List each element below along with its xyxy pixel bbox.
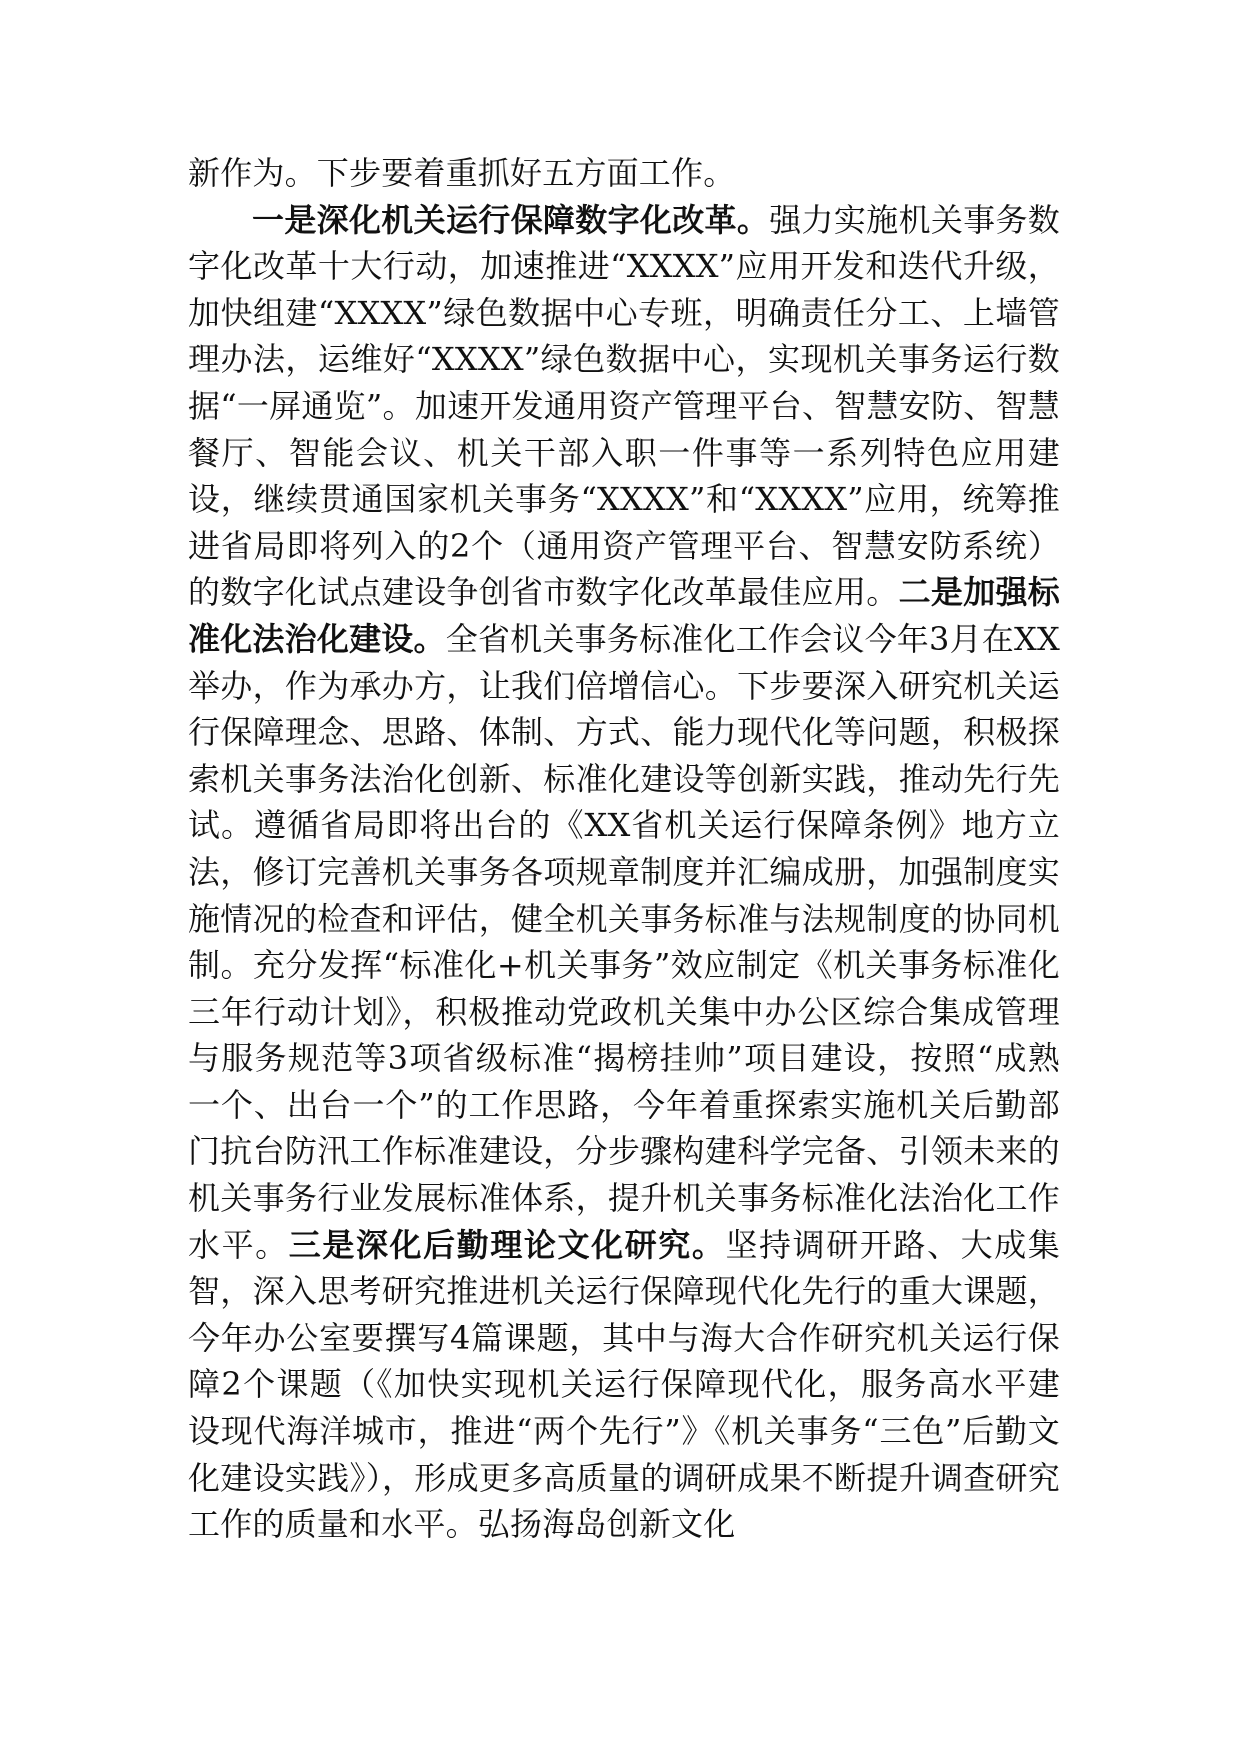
heading-item-2: 二是加强标准化法治化建设。 <box>188 573 1060 658</box>
paragraph-intro: 新作为。下步要着重抓好五方面工作。 <box>188 154 736 192</box>
paragraph-work-items <box>188 197 1060 1548</box>
heading-item-3: 三是深化后勤理论文化研究。 <box>288 1225 726 1264</box>
body-text <box>188 150 1060 1548</box>
text-item-2: 全省机关事务标准化工作会议今年3月在XX举办，作为承办方，让我们倍增信心。下步要深入研究机关运行保障理念、思路、体制、方式、能力现代化等问题，积极探索机关事务法治化创新、标准化建设等创新实践，推动先行先试。遵循省局即将出台的《XX省机关运行保障条例》地方立法，修订完善机关事务各项规章制度并汇编成册，加强制度实施情况的检查和评估，健全机关事务标准与法规制度的协同机制。充分发挥“标准化+机关事务”效应制定《机关事务标准化三年行动计划》，积极推动党政机关集中办公区综合集成管理与服务规范等3项省级标准“揭榜挂帅”项目建设，按照“成熟一个、出台一个”的工作思路，今年着重探索实施机关后勤部门抗台防汛工作标准建设，分步骤构建科学完备、引领未来的机关事务行业发展标准体系，提升机关事务标准化法治化工作水平。 <box>188 619 1060 1264</box>
heading-item-1: 一是深化机关运行保障数字化改革。 <box>252 200 770 239</box>
text-item-1: 强力实施机关事务数字化改革十大行动，加速推进“XXXX”应用开发和迭代升级，加快组建“XXXX”绿色数据中心专班，明确责任分工、上墙管理办法，运维好“XXXX”绿色数据中心，实现机关事务运行数据“一屏通览”。加速开发通用资产管理平台、智慧安防、智慧餐厅、智能会议、机关干部入职一件事等一系列特色应用建设，继续贯通国家机关事务“XXXX”和“XXXX”应用，统筹推进省局即将列入的2个（通用资产管理平台、智慧安防系统）的数字化试点建设争创省市数字化改革最佳应用。 <box>188 200 1060 612</box>
text-item-3: 坚持调研开路、大成集智，深入思考研究推进机关运行保障现代化先行的重大课题，今年办公室要撰写4篇课题，其中与海大合作研究机关运行保障2个课题（《加快实现机关运行保障现代化，服务高水平建设现代海洋城市，推进“两个先行”》《机关事务“三色”后勤文化建设实践》），形成更多高质量的调研成果不断提升调查研究工作的质量和水平。弘扬海岛创新文化 <box>188 1225 1060 1544</box>
